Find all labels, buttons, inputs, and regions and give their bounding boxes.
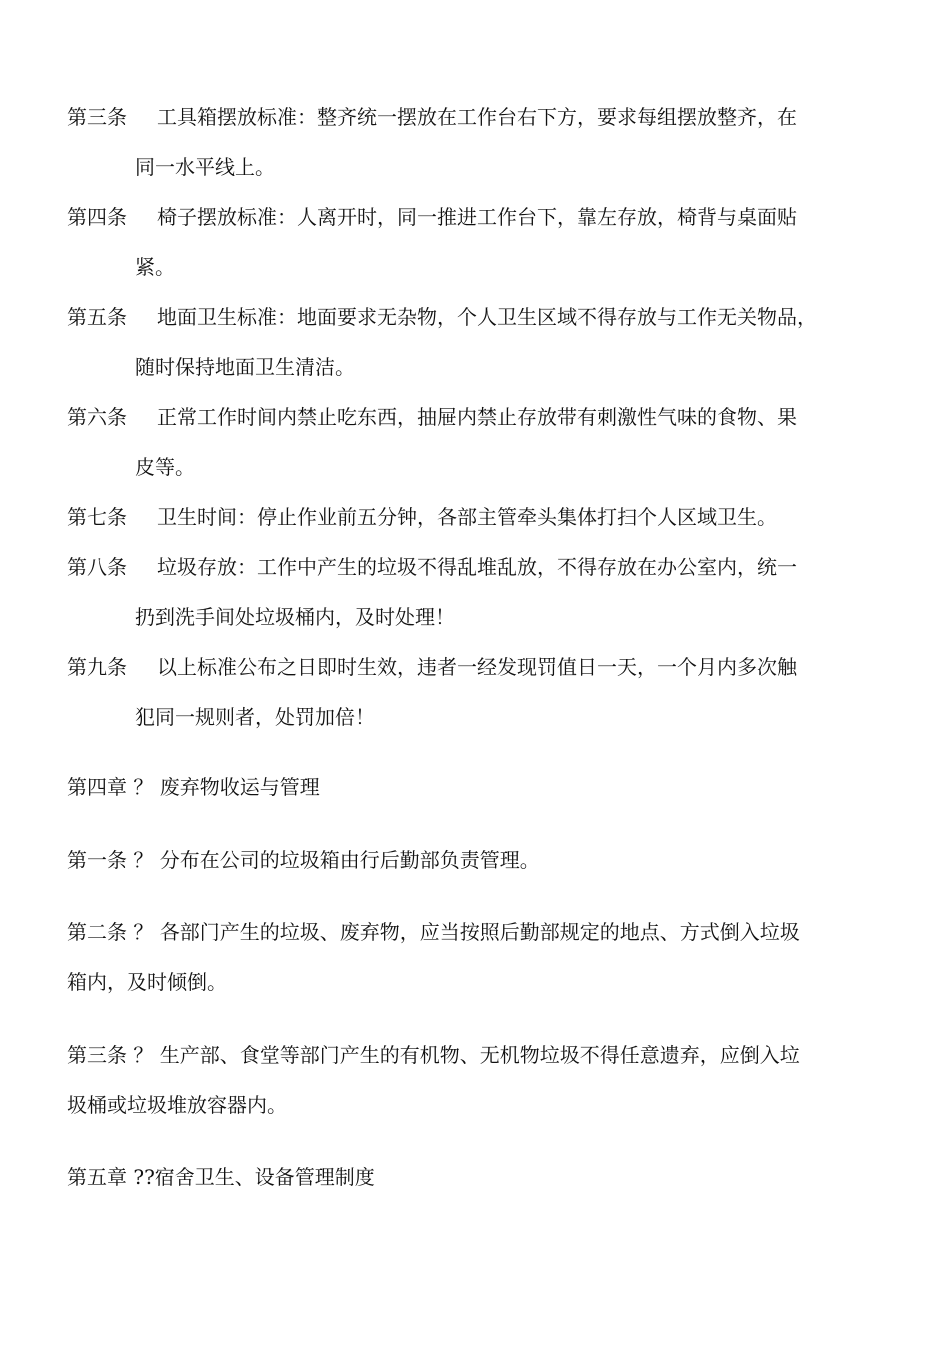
article-text-cont: 紧。 xyxy=(135,255,175,279)
article-number: 第六条 xyxy=(67,405,127,429)
article-7 xyxy=(67,492,837,542)
article-8 xyxy=(67,542,837,642)
article-text: 工具箱摆放标准：整齐统一摆放在工作台右下方，要求每组摆放整齐，在 xyxy=(157,105,797,129)
article-5 xyxy=(67,292,837,392)
article-9 xyxy=(67,642,837,742)
article-text-cont: 同一水平线上。 xyxy=(135,155,275,179)
article-text: 垃圾存放：工作中产生的垃圾不得乱堆乱放，不得存放在办公室内，统一 xyxy=(157,555,797,579)
article-text-cont: 犯同一规则者，处罚加倍！ xyxy=(135,705,375,729)
article-text-cont: 皮等。 xyxy=(135,455,195,479)
article-text-cont: 扔到洗手间处垃圾桶内，及时处理！ xyxy=(135,605,455,629)
chapter-5-title: 第五章 ??宿舍卫生、设备管理制度 xyxy=(67,1165,375,1189)
article-text: 正常工作时间内禁止吃东西，抽屉内禁止存放带有刺激性气味的食物、果 xyxy=(157,405,797,429)
article-text: 地面卫生标准：地面要求无杂物，个人卫生区域不得存放与工作无关物品， xyxy=(157,305,817,329)
article-number: 第七条 xyxy=(67,505,127,529)
article-number: 第五条 xyxy=(67,305,127,329)
article-number: 第九条 xyxy=(67,655,127,679)
article-3 xyxy=(67,92,837,192)
article-text: 卫生时间：停止作业前五分钟，各部主管牵头集体打扫个人区域卫生。 xyxy=(157,505,777,529)
article-text: 椅子摆放标准：人离开时，同一推进工作台下，靠左存放，椅背与桌面贴 xyxy=(157,205,797,229)
chapter-4-article-2: 第二条 ？ 各部门产生的垃圾、废弃物，应当按照后勤部规定的地点、方式倒入垃圾 箱内，及时倾倒。 xyxy=(67,920,800,994)
article-number: 第四条 xyxy=(67,205,127,229)
chapter-4-article-1: 第一条 ？ 分布在公司的垃圾箱由行后勤部负责管理。 xyxy=(67,848,540,872)
chapter-4-title: 第四章 ？ 废弃物收运与管理 xyxy=(67,775,320,799)
article-text: 以上标准公布之日即时生效，违者一经发现罚值日一天，一个月内多次触 xyxy=(157,655,797,679)
article-number: 第三条 xyxy=(67,105,127,129)
article-6 xyxy=(67,392,837,492)
chapter-4-article-3: 第三条 ？ 生产部、食堂等部门产生的有机物、无机物垃圾不得任意遗弃，应倒入垃 圾桶或垃圾堆放容器内。 xyxy=(67,1043,800,1117)
article-number: 第八条 xyxy=(67,555,127,579)
article-4 xyxy=(67,192,837,292)
article-text-cont: 随时保持地面卫生清洁。 xyxy=(135,355,355,379)
